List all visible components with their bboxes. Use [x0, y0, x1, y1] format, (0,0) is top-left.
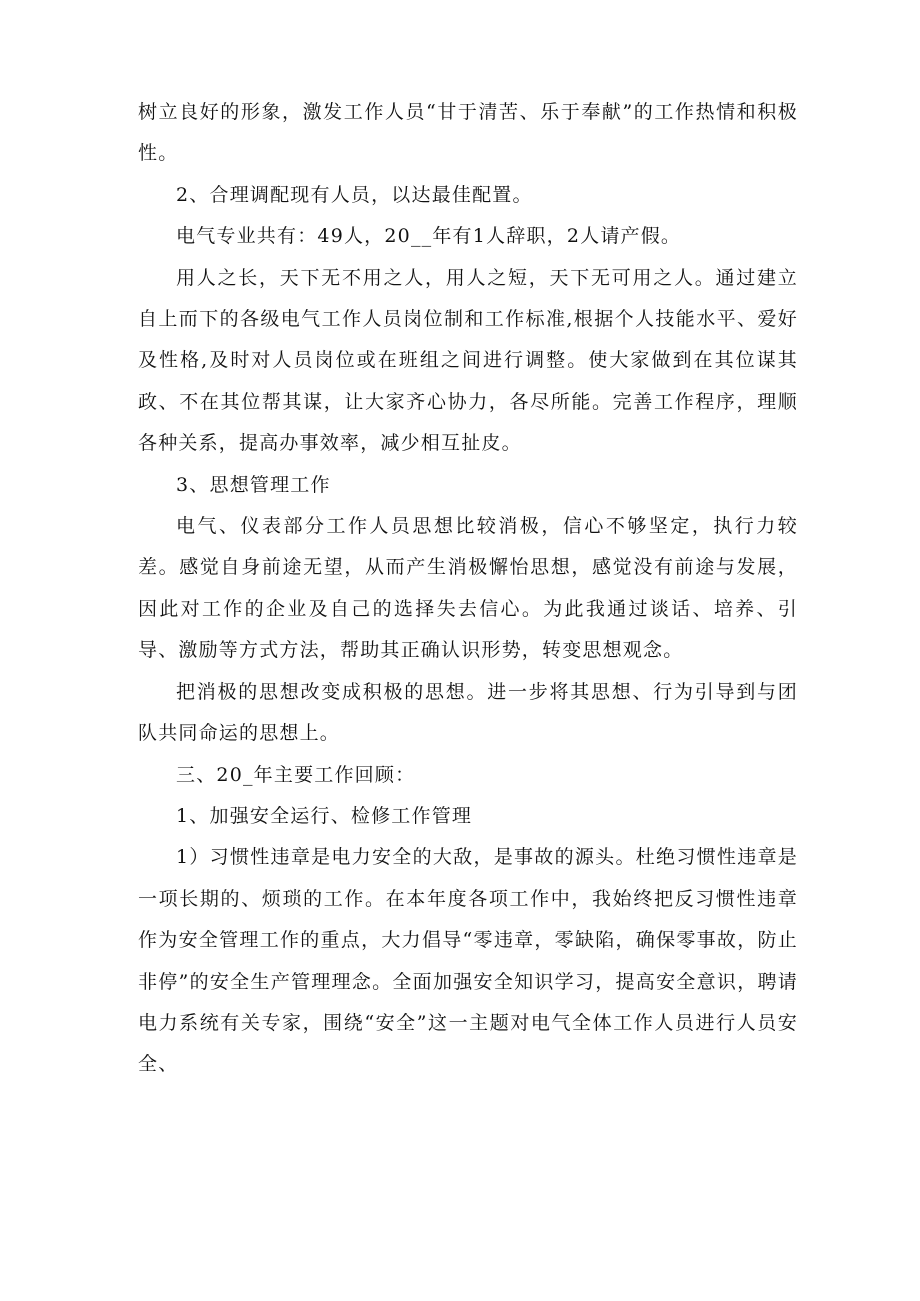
paragraph: 树立良好的形象，激发工作人员“甘于清苦、乐于奉献”的工作热情和积极性。 [138, 101, 798, 165]
paragraph: 电气专业共有：49人，20__年有1人辞职，2人请产假。 [176, 225, 682, 248]
section-heading: 3、思想管理工作 [176, 473, 331, 496]
paragraph: 电气、仪表部分工作人员思想比较消极，信心不够坚定，执行力较差。感觉自身前途无望，从而产生消极懈怡思想，感觉没有前途与发展，因此对工作的企业及自己的选择失去信心。为此我通过谈话、培养、引导、激励等方式方法，帮助其正确认识形势，转变思想观念。 [138, 515, 798, 662]
paragraph: 把消极的思想改变成积极的思想。进一步将其思想、行为引导到与团队共同命运的思想上。 [138, 680, 798, 745]
section-heading: 三、20_年主要工作回顾： [176, 763, 416, 786]
document-body [138, 92, 798, 1086]
section-heading: 2、合理调配现有人员，以达最佳配置。 [176, 183, 533, 206]
section-heading: 1、加强安全运行、检修工作管理 [176, 804, 473, 827]
paragraph: 用人之长，天下无不用之人，用人之短，天下无可用之人。通过建立自上而下的各级电气工作人员岗位制和工作标准,根据个人技能水平、爱好及性格,及时对人员岗位或在班组之间进行调整。使大家做到在其位谋其政、不在其位帮其谋，让大家齐心协力，各尽所能。完善工作程序，理顺各种关系，提高办事效率，减少相互扯皮。 [138, 266, 798, 455]
paragraph: 1）习惯性违章是电力安全的大敌，是事故的源头。杜绝习惯性违章是一项长期的、烦琐的工作。在本年度各项工作中，我始终把反习惯性违章作为安全管理工作的重点，大力倡导“零违章，零缺陷，确保零事故，防止非停”的安全生产管理理念。全面加强安全知识学习，提高安全意识，聘请电力系统有关专家，围绕“安全”这一主题对电气全体工作人员进行人员安全、 [138, 846, 798, 1076]
